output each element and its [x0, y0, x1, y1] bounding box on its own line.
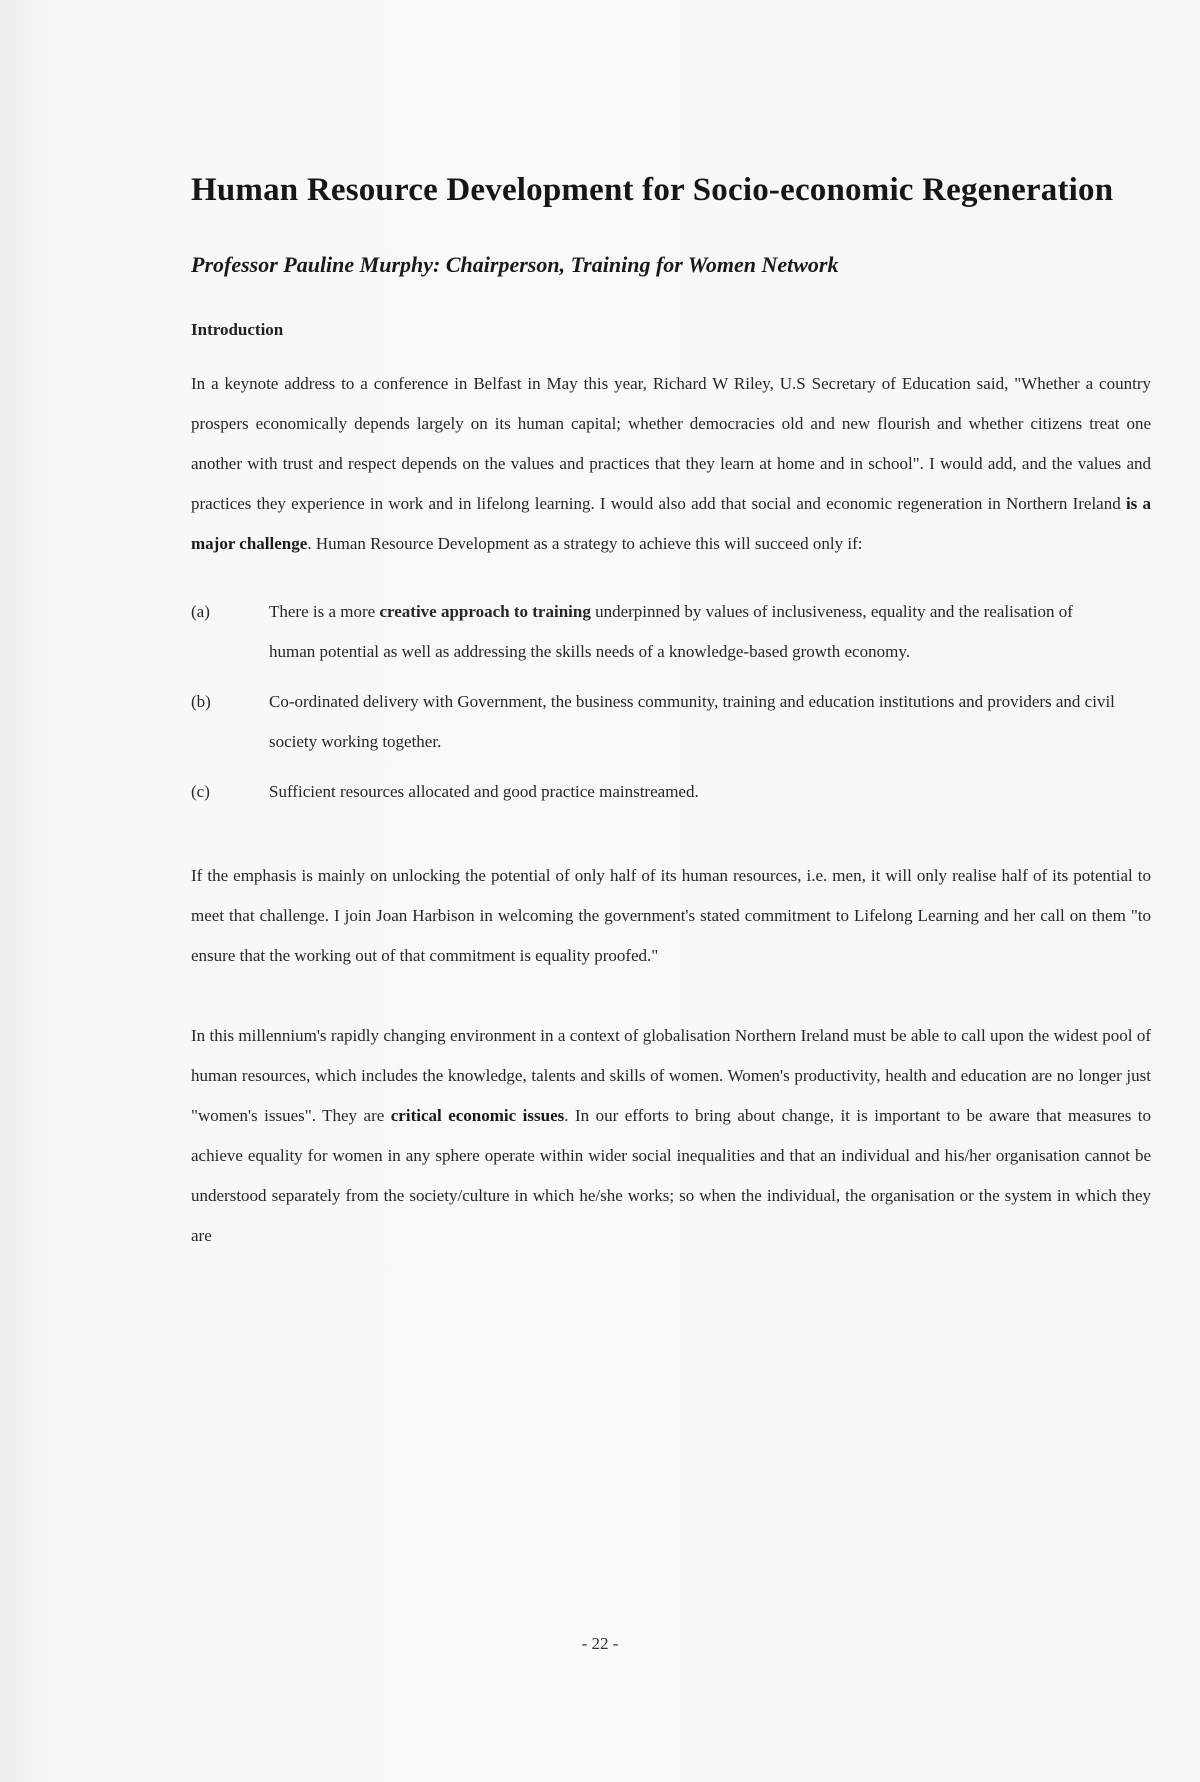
paragraph-emphasis: If the emphasis is mainly on unlocking the potential of only half of its human resources, i.e. men, it will only realise half of its potential to meet that challenge. I join Joan Harbison in welcoming the government's stated commitment to Lifelong Learning and her call on them "to ensure that the working out of that commitment is equality proofed." [191, 866, 1151, 965]
paragraph-text-pre: In this millennium's rapidly changing environment in a context of globalisation Northern Ireland must be able to call upon the widest pool of human resources, which includes the knowledge, talents and skills of women. Women's productivity, health and education are no longer just "women's issues". They are [191, 1026, 1151, 1125]
list-item-text [269, 682, 1151, 762]
page-content [191, 168, 1151, 1273]
list-item-text-pre: There is a more [269, 602, 380, 621]
list-marker: (a) [191, 602, 210, 621]
list-marker: (b) [191, 692, 211, 711]
intro-bold-phrase: is a major challenge [191, 494, 1151, 553]
intro-text-end: . Human Resource Development as a strategy to achieve this will succeed only if: [307, 534, 863, 553]
condition-list [191, 592, 1151, 812]
list-item-text-post: underpinned by values of inclusiveness, equality and the realisation of human potential as well as addressing the skills needs of a knowledge-based growth economy. [269, 602, 1073, 661]
paragraph-bold-phrase: critical economic issues [390, 1106, 565, 1125]
intro-paragraph [191, 364, 1151, 564]
list-item-text-pre: Co-ordinated delivery with Government, the business community, training and education institutions and providers and civil society working together. [269, 692, 1115, 751]
list-item-text-pre: Sufficient resources allocated and good practice mainstreamed. [269, 782, 699, 801]
list-marker: (c) [191, 782, 210, 801]
page-number: - 22 - [581, 1634, 619, 1653]
document-title: Human Resource Development for Socio-economic Regeneration [191, 172, 1114, 208]
list-item [191, 592, 1151, 672]
intro-text: In a keynote address to a conference in Belfast in May this year, Richard W Riley, U.S Secretary of Education said, "Whether a country prospers economically depends largely on its human capital; whether democracies old and new flourish and whether citizens treat one another with trust and respect depends on the values and practices that they learn at home and in school". I would add, and the values and practices they experience in work and in lifelong learning. I would also add that social and economic regeneration in Northern Ireland [191, 374, 1151, 513]
list-item-bold-phrase: creative approach to training [379, 602, 591, 621]
list-item-text [269, 592, 1151, 672]
list-item [191, 682, 1151, 762]
list-item [191, 772, 1151, 812]
list-item-text [269, 772, 1151, 812]
section-heading-introduction: Introduction [191, 320, 284, 339]
paragraph-millennium [191, 1016, 1151, 1256]
paragraph-text-post: . In our efforts to bring about change, it is important to be aware that measures to achieve equality for women in any sphere operate within wider social inequalities and that an individual and his/her organisation cannot be understood separately from the society/culture in which he/she works; so when the individual, the organisation or the system in which they are [191, 1106, 1152, 1245]
author-line: Professor Pauline Murphy: Chairperson, Training for Women Network [191, 252, 839, 277]
